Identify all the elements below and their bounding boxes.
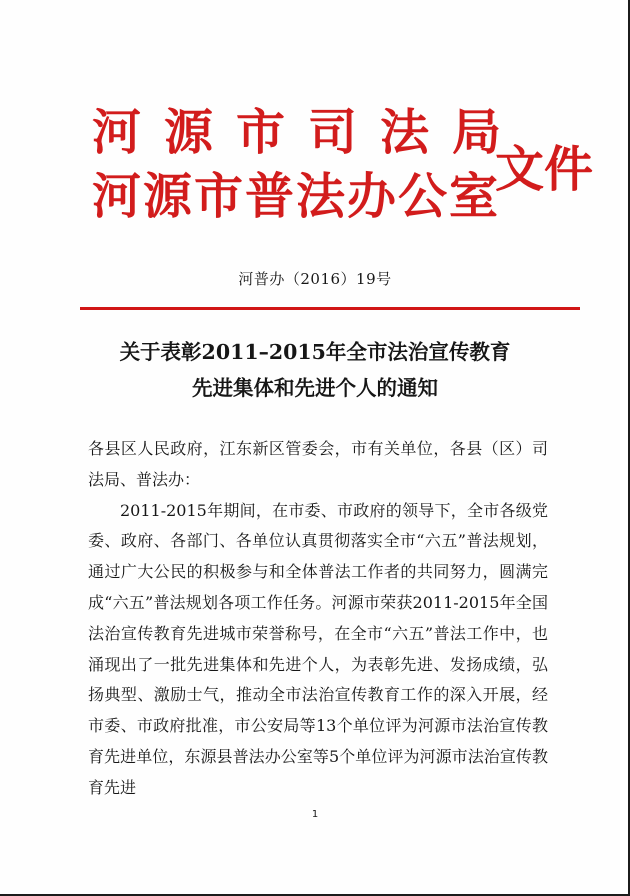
body-paragraph: 2011-2015年期间，在市委、市政府的领导下，全市各级党委、政府、各部门、各单位认真贯彻落实全市“六五”普法规划，通过广大公民的积极参与和全体普法工作者的共同努力，圆满完成“六五”普法规划各项工作任务。河源市荣获2011-2015年全国法治宣传教育先进城市荣誉称号，在全市“六五”普法工作中，也涌现出了一批先进集体和先进个人，为表彰先进、发扬成绩，弘扬典型、激励士气，推动全市法治宣传教育工作的深入开展，经市委、市政府批准，市公安局等13个单位评为河源市法治宣传教育先进单位，东源县普法办公室等5个单位评为河源市法治宣传教育先进: [88, 500, 548, 797]
notice-title-line-1: 关于表彰2011–2015年全市法治宣传教育: [119, 340, 511, 364]
issuer-name-legal-education-office: 河源市普法办公室: [92, 167, 501, 225]
red-separator-line: [80, 307, 580, 310]
issuer-name-justice-bureau: 河源市司法局: [92, 103, 525, 161]
page-number: 1: [311, 809, 319, 820]
notice-body: [88, 434, 548, 804]
red-header: [92, 100, 592, 240]
document-number: 河普办（2016）19号: [238, 270, 392, 288]
salutation: 各县区人民政府，江东新区管委会，市有关单位，各县（区）司法局、普法办：: [88, 439, 548, 489]
notice-title-line-2: 先进集体和先进个人的通知: [192, 376, 438, 400]
document-type-label: 文件: [495, 140, 594, 198]
